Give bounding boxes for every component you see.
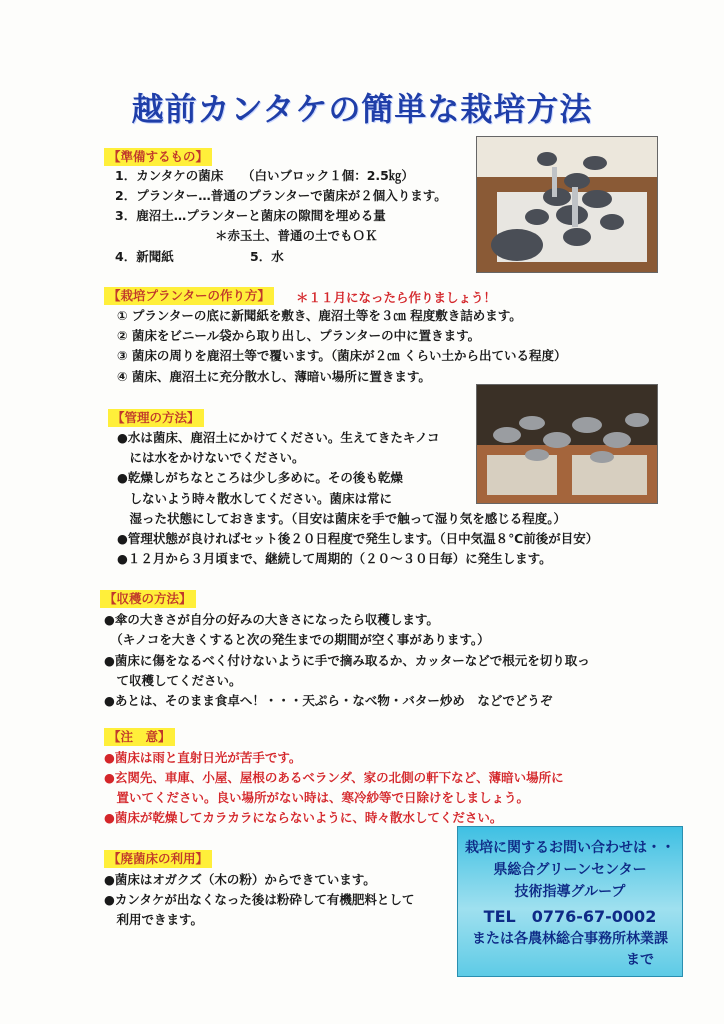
list-item: 5．水 — [250, 249, 284, 264]
list-item: ●乾燥しがちなところは少し多めに。その後も乾燥 — [117, 470, 403, 485]
list-item: しないよう時々散水してください。菌床は常に — [117, 491, 393, 506]
contact-line: 県総合グリーンセンター — [493, 862, 647, 878]
list-item: ＊赤玉土、普通の土でもＯＫ — [215, 228, 378, 243]
list-item: （キノコを大きくすると次の発生までの期間が空く事があります。） — [104, 632, 490, 647]
section-header-harvest: 【収穫の方法】 — [100, 590, 196, 608]
list-item: ●あとは、そのまま食卓へ！・・・天ぷら・なべ物・バター炒め などでどうぞ — [104, 693, 553, 708]
contact-info-box — [457, 826, 683, 977]
section-header-prepare: 【準備するもの】 — [104, 148, 212, 166]
contact-line: まで — [626, 952, 654, 968]
list-item: ●管理状態が良ければセット後２０日程度で発生します。（日中気温８℃前後が目安） — [117, 531, 599, 546]
list-item: 1．カンタケの菌床 （白いブロック１個：2.5㎏） — [115, 168, 414, 183]
list-item: ① プランターの底に新聞紙を敷き、鹿沼土等を３㎝ 程度敷き詰めます。 — [117, 308, 522, 323]
list-item: 湿った状態にしておきます。（目安は菌床を手で触って湿り気を感じる程度。） — [117, 511, 567, 526]
list-item: 2．プランター…普通のプランターで菌床が２個入ります。 — [115, 188, 447, 203]
contact-line: または各農林総合事務所林業課 — [472, 931, 668, 947]
list-item: ④ 菌床、鹿沼土に充分散水し、薄暗い場所に置きます。 — [117, 369, 431, 384]
timing-note: ＊１１月になったら作りましょう！ — [296, 290, 497, 305]
list-item: ●菌床に傷をなるべく付けないように手で摘み取るか、カッターなどで根元を切り取っ — [104, 653, 590, 668]
page-title: 越前カンタケの簡単な栽培方法 — [131, 90, 593, 128]
list-item: ② 菌床をビニール袋から取り出し、プランターの中に置きます。 — [117, 328, 481, 343]
caution-item: 置いてください。良い場所がない時は、寒冷紗等で日除けをしましょう。 — [104, 790, 530, 805]
list-item: 4．新聞紙 — [115, 249, 174, 264]
mushroom-photo-planter — [476, 136, 658, 273]
list-item: ③ 菌床の周りを鹿沼土等で覆います。（菌床が２㎝ くらい土から出ている程度） — [117, 348, 567, 363]
list-item: 利用できます。 — [104, 912, 204, 927]
list-item: ●菌床はオガクズ（木の粉）からできています。 — [104, 872, 376, 887]
caution-item: ●玄関先、車庫、小屋、屋根のあるベランダ、家の北側の軒下など、薄暗い場所に — [104, 770, 564, 785]
list-item: ●１２月から３月頃まで、継続して周期的（２０～３０日毎）に発生します。 — [117, 551, 552, 566]
list-item: ●水は菌床、鹿沼土にかけてください。生えてきたキノコ — [117, 430, 440, 445]
section-header-reuse: 【廃菌床の利用】 — [104, 850, 212, 868]
list-item: には水をかけないでください。 — [117, 450, 305, 465]
list-item: ●カンタケが出なくなった後は粉砕して有機肥料として — [104, 892, 415, 907]
caution-item: ●菌床が乾燥してカラカラにならないように、時々散水してください。 — [104, 810, 503, 825]
section-header-planter: 【栽培プランターの作り方】 — [104, 287, 274, 305]
contact-line: 栽培に関するお問い合わせは・・ — [465, 840, 675, 856]
section-header-manage: 【管理の方法】 — [108, 409, 204, 427]
contact-phone: TEL 0776-67-0002 — [483, 907, 657, 926]
caution-item: ●菌床は雨と直射日光が苦手です。 — [104, 750, 302, 765]
section-header-caution: 【注 意】 — [104, 728, 175, 746]
contact-line: 技術指導グループ — [514, 884, 626, 900]
list-item: ●傘の大きさが自分の好みの大きさになったら収穫します。 — [104, 612, 439, 627]
list-item: 3．鹿沼土…プランターと菌床の隙間を埋める量 — [115, 208, 386, 223]
mushroom-photo-growth — [476, 384, 658, 504]
list-item: て収穫してください。 — [104, 673, 242, 688]
